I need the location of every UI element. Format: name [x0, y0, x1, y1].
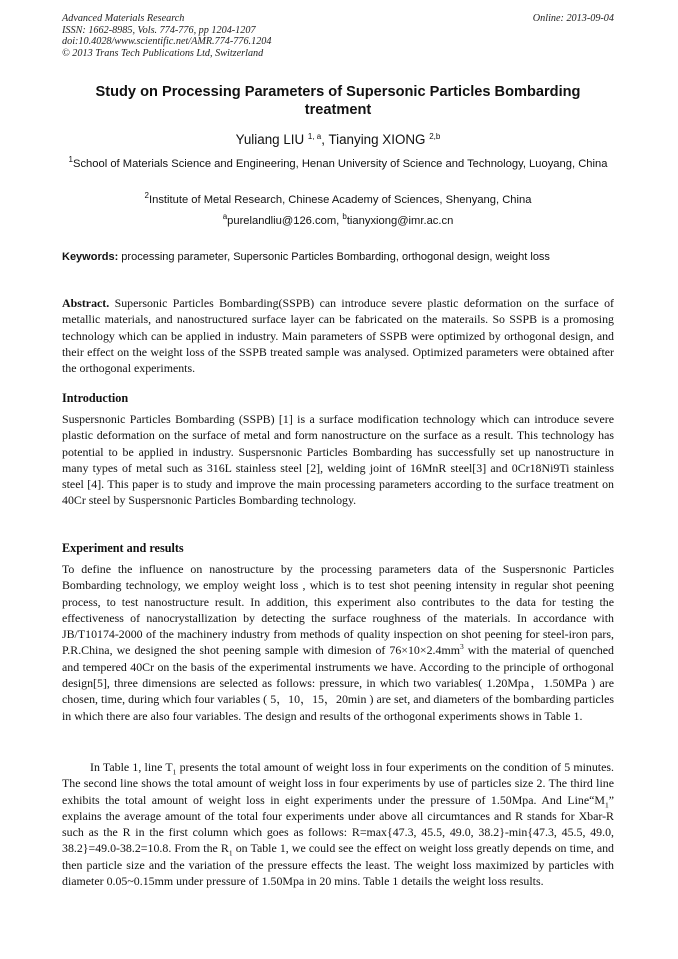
author-separator: , [321, 132, 329, 147]
email-line [62, 213, 614, 229]
abstract-text: Supersonic Particles Bombarding(SSPB) can introduce severe plastic deformation on the surface of metallic materials, and nanostructured surface layer can be fabricated on the materails. So SSPB is a promosing technology which can be applied in industry. Main parameters of SSPB were optimized by orthogonal design, and their effect on the weight loss of the SSPB treated sample was analysed. Optimized parameters were obtained after the orthogonal experiments. [62, 296, 614, 376]
affiliation-1-text: School of Materials Science and Engineering, Henan University of Science and Technology, Luoyang, China [73, 158, 608, 170]
email-a: purelandliu@126.com, [227, 215, 343, 227]
paper-title: Study on Processing Parameters of Supersonic Particles Bombarding treatment [95, 84, 581, 118]
exp-p2-part-b: presents the total amount of weight loss in four experiments on the condition of 5 minutes. The second line shows the total amount of weight loss in four experiments by use of particles size 2. The third line exhibits the total amount of weight loss in eight experiments under the pressure of 1.50Mpa. And Line“M [62, 760, 614, 807]
affiliation-2 [62, 192, 614, 208]
experiment-heading: Experiment and results [62, 541, 184, 555]
affiliation-1 [62, 156, 614, 172]
copyright-line: © 2013 Trans Tech Publications Ltd, Switzerland [62, 47, 264, 59]
experiment-paragraph-2 [62, 759, 614, 889]
exp-p2-sub-2: 1 [604, 799, 609, 809]
keywords [62, 250, 614, 264]
affiliation-2-num: 2 [144, 191, 149, 200]
keywords-label: Keywords: [62, 251, 119, 263]
email-b-sup: b [342, 212, 347, 221]
exp-p2-part-d: on Table 1, we could see the effect on weight loss greatly depends on time, and then particle size and the variation of the pressure effects the least. The weight loss maximized by particles with diameter 0.05~0.15mm under pressure of 1.50Mpa in 20 mins. Table 1 details the weight loss results. [62, 841, 614, 889]
exp-p2-part-a: In Table 1, line T [90, 760, 173, 774]
author-line [62, 131, 614, 148]
email-b: tianyxiong@imr.ac.cn [346, 215, 454, 227]
intro-heading: Introduction [62, 391, 129, 405]
issn-line: ISSN: 1662-8985, Vols. 774-776, pp 1204-1207 [62, 24, 256, 36]
journal-name: Advanced Materials Research [62, 13, 185, 24]
author-2-sup: 2,b [429, 132, 441, 141]
author-1-sup: 1, a [307, 132, 322, 141]
author-1-name: Yuliang LIU [235, 132, 305, 147]
email-a-sup: a [222, 212, 228, 221]
intro-paragraph: Suspersnonic Particles Bombarding (SSPB) [1] is a surface modification technology which can introduce severe plastic deformation on the surface of metal and form nanostructure on the surface as a result. This technology has potential to be applied in industry. Suspersnonic Particles Bombarding has successfully set up nanostructure in many types of metal such as 316L stainless steel [2], welding joint of 16MnR steel[3] and 0Cr18Ni9Ti stainless steel [4]. This paper is to study and improve the main processing parameters according to the surface treatment on 40Cr steel by Suspersnonic Particles Bombarding technology. [62, 412, 614, 508]
exp-p1-part-b: with the material of quenched and tempered 40Cr on the basis of the experimental instruments we have. According to the principle of orthogonal design[5], three dimensions are selected as follows: pressure, in which two variables( 1.20Mpa，1.50MPa ) are chosen, time, during which four variables ( 5，10，15，20min ) are set, and diameters of the bombarding particles in which there are also four variables. The design and results of the orthogonal experiments shows in Table 1. [62, 643, 614, 723]
exp-p1-part-a: To define the influence on nanostructure by the processing parameters data of the Suspersnonic Particles Bombarding technology, we employ weight loss , which is to test shot peening intensity in regular shot peening process, to test nanostructure result. In addition, this experiment also contributes to the data for testing the effectiveness of nanocrystallization by detecting the surface roughness of the materials. In accordance with JB/T10174-2000 of the machinery industry from methods of quality inspection on shot peening for steel-iron pars, P.R.China, we designed the shot peening sample with dimesion of 76×10×2.4mm [62, 562, 614, 658]
exp-p2-sub-1: 1 [172, 767, 177, 777]
exp-p2-part-c: ” explains the average amount of the total four experiments under above all circumtances and R stands for Xbar-R such as the R in the first column which goes as follows: R=max{47.3, 45.5, 49.0, 38.2}-min{47.3, 45.5, 49.0, 38.2}=49.0-38.2=10.8. From the R [62, 792, 614, 856]
exp-p2-sub-3: 1 [228, 848, 233, 858]
abstract [62, 295, 614, 376]
online-date: Online: 2013-09-04 [532, 13, 614, 24]
affiliation-2-text: Institute of Metal Research, Chinese Academy of Sciences, Shenyang, China [149, 194, 532, 206]
journal-header [62, 13, 618, 59]
keywords-text: processing parameter, Supersonic Particles Bombarding, orthogonal design, weight loss [118, 251, 550, 263]
abstract-label: Abstract. [62, 296, 110, 310]
exp-p1-sup: 3 [459, 642, 464, 652]
author-2-name: Tianying XIONG [328, 132, 426, 147]
experiment-paragraph-1 [62, 561, 614, 724]
affiliation-1-num: 1 [68, 155, 73, 164]
doi-line: doi:10.4028/www.scientific.net/AMR.774-776.1204 [62, 36, 272, 48]
